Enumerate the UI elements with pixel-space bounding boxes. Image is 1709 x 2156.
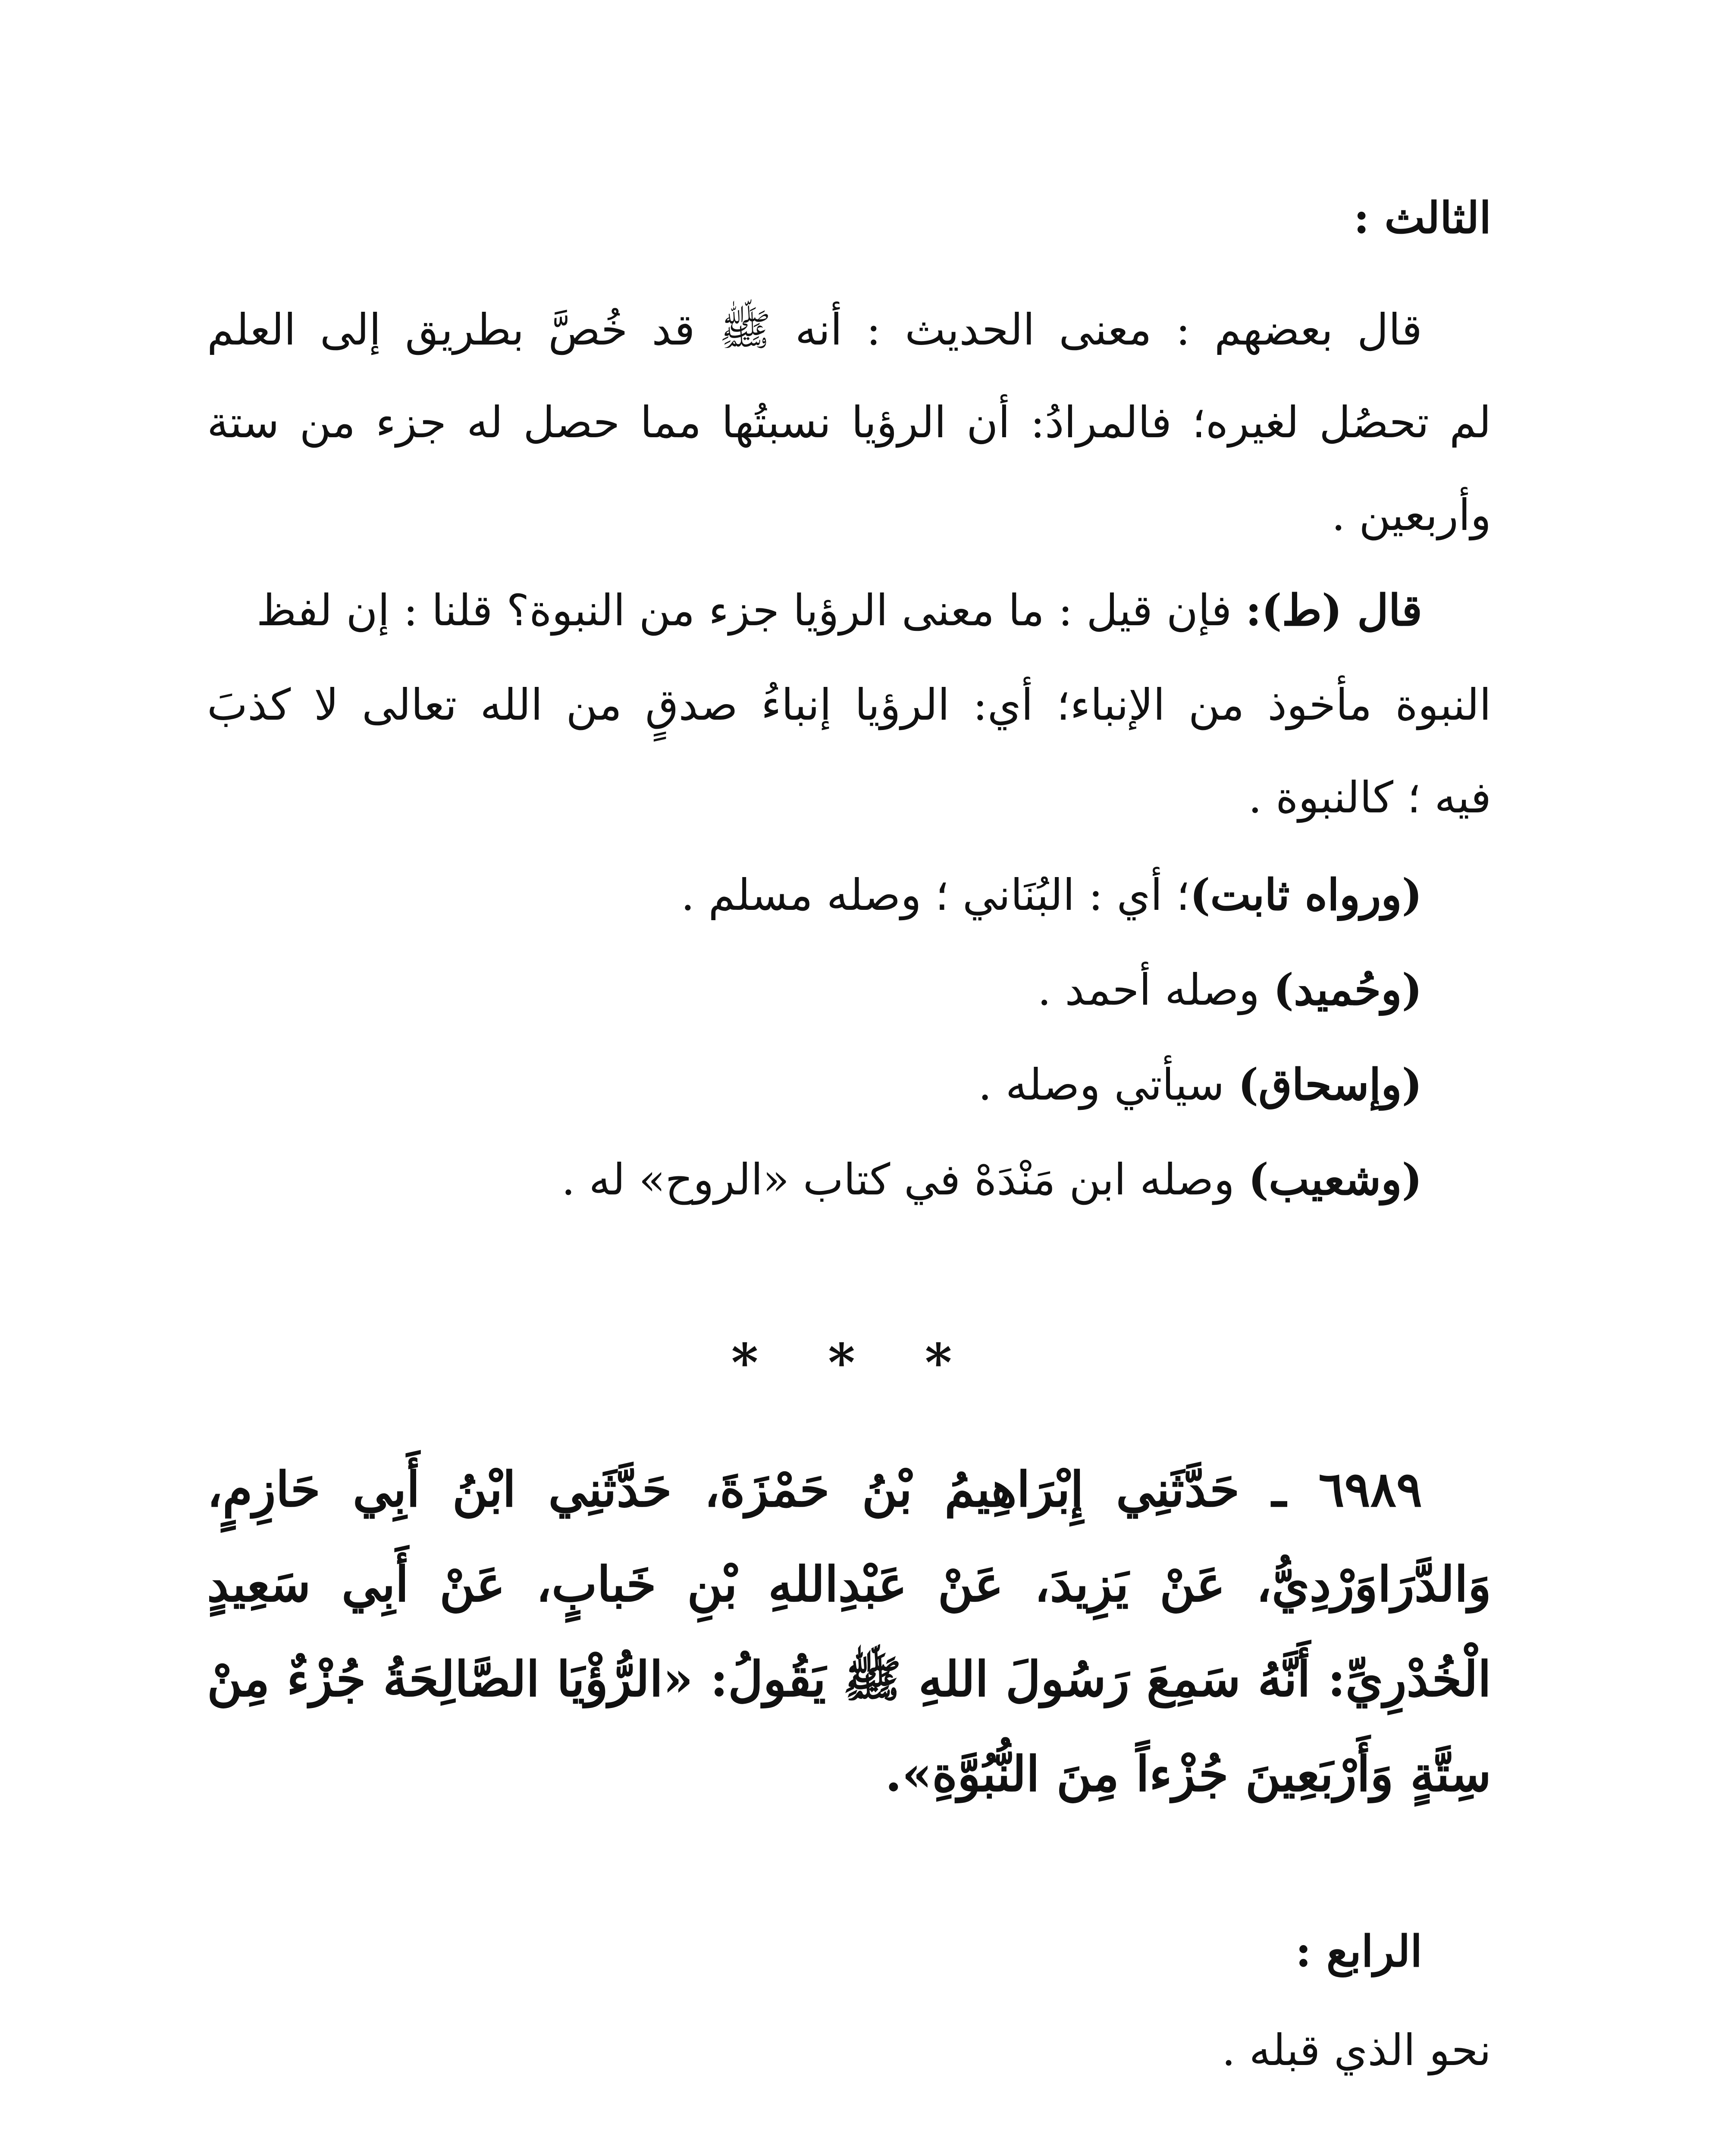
- hadith-line: ٦٩٨٩ ـ حَدَّثَنِي إِبْرَاهِيمُ بْنُ حَمْزَةَ، حَدَّثَنِي ابْنُ أَبِي حَازِمٍ،: [207, 1461, 1422, 1518]
- commentary-text: فإن قيل : ما معنى الرؤيا جزء من النبوة؟ قلنا : إن لفظ: [256, 585, 1246, 636]
- commentary-line: النبوة مأخوذ من الإنباء؛ أي: الرؤيا إنباءُ صدقٍ من الله تعالى لا كذبَ: [207, 680, 1491, 730]
- narrator-line: [207, 957, 1422, 1022]
- hadith-line: سِتَّةٍ وَأَرْبَعِينَ جُزْءاً مِنَ النُّبُوَّةِ».: [885, 1746, 1491, 1802]
- commentary-line: [207, 578, 1422, 643]
- narrator-note: وصله ابن مَنْدَهْ في كتاب «الروح» له .: [561, 1154, 1248, 1205]
- commentary-line: لم تحصُل لغيره؛ فالمرادُ: أن الرؤيا نسبتُها مما حصل له جزء من ستة: [207, 397, 1491, 448]
- section-heading-fourth: الرابع :: [1295, 1926, 1422, 1977]
- hadith-line: الْخُدْرِيِّ: أَنَّهُ سَمِعَ رَسُولَ اللهِ ﷺ يَقُولُ: «الرُّؤْيَا الصَّالِحَةُ جُزْءٌ مِنْ: [207, 1651, 1491, 1708]
- commentary-line: قال بعضهم : معنى الحديث : أنه ﷺ قد خُصَّ بطريق إلى العلم: [207, 304, 1422, 355]
- section-separator: * * *: [731, 1332, 978, 1393]
- narrator-line: [207, 1147, 1422, 1212]
- narrator-line: [207, 1052, 1422, 1117]
- narrator-note: وصله أحمد .: [1037, 965, 1273, 1015]
- section-heading-third: الثالث :: [1353, 192, 1491, 243]
- hadith-line: وَالدَّرَاوَرْدِيُّ، عَنْ يَزِيدَ، عَنْ عَبْدِاللهِ بْنِ خَبابٍ، عَنْ أَبِي سَعِيدٍ: [207, 1556, 1491, 1613]
- narrator-note: سيأتي وصله .: [978, 1059, 1238, 1110]
- commentary-line: نحو الذي قبله .: [1222, 2025, 1491, 2075]
- source-label: قال (ط):: [1245, 585, 1422, 636]
- narrator-name: (ورواه ثابت): [1190, 869, 1422, 920]
- commentary-line: وأربعين .: [1331, 490, 1491, 540]
- narrator-name: (وشعيب): [1248, 1154, 1422, 1205]
- narrator-line: [207, 862, 1422, 928]
- narrator-note: ؛ أي : البُنَاني ؛ وصله مسلم .: [680, 870, 1190, 920]
- commentary-line: فيه ؛ كالنبوة .: [1248, 772, 1491, 823]
- narrator-name: (وحُميد): [1273, 964, 1422, 1015]
- narrator-name: (وإسحاق): [1238, 1059, 1422, 1110]
